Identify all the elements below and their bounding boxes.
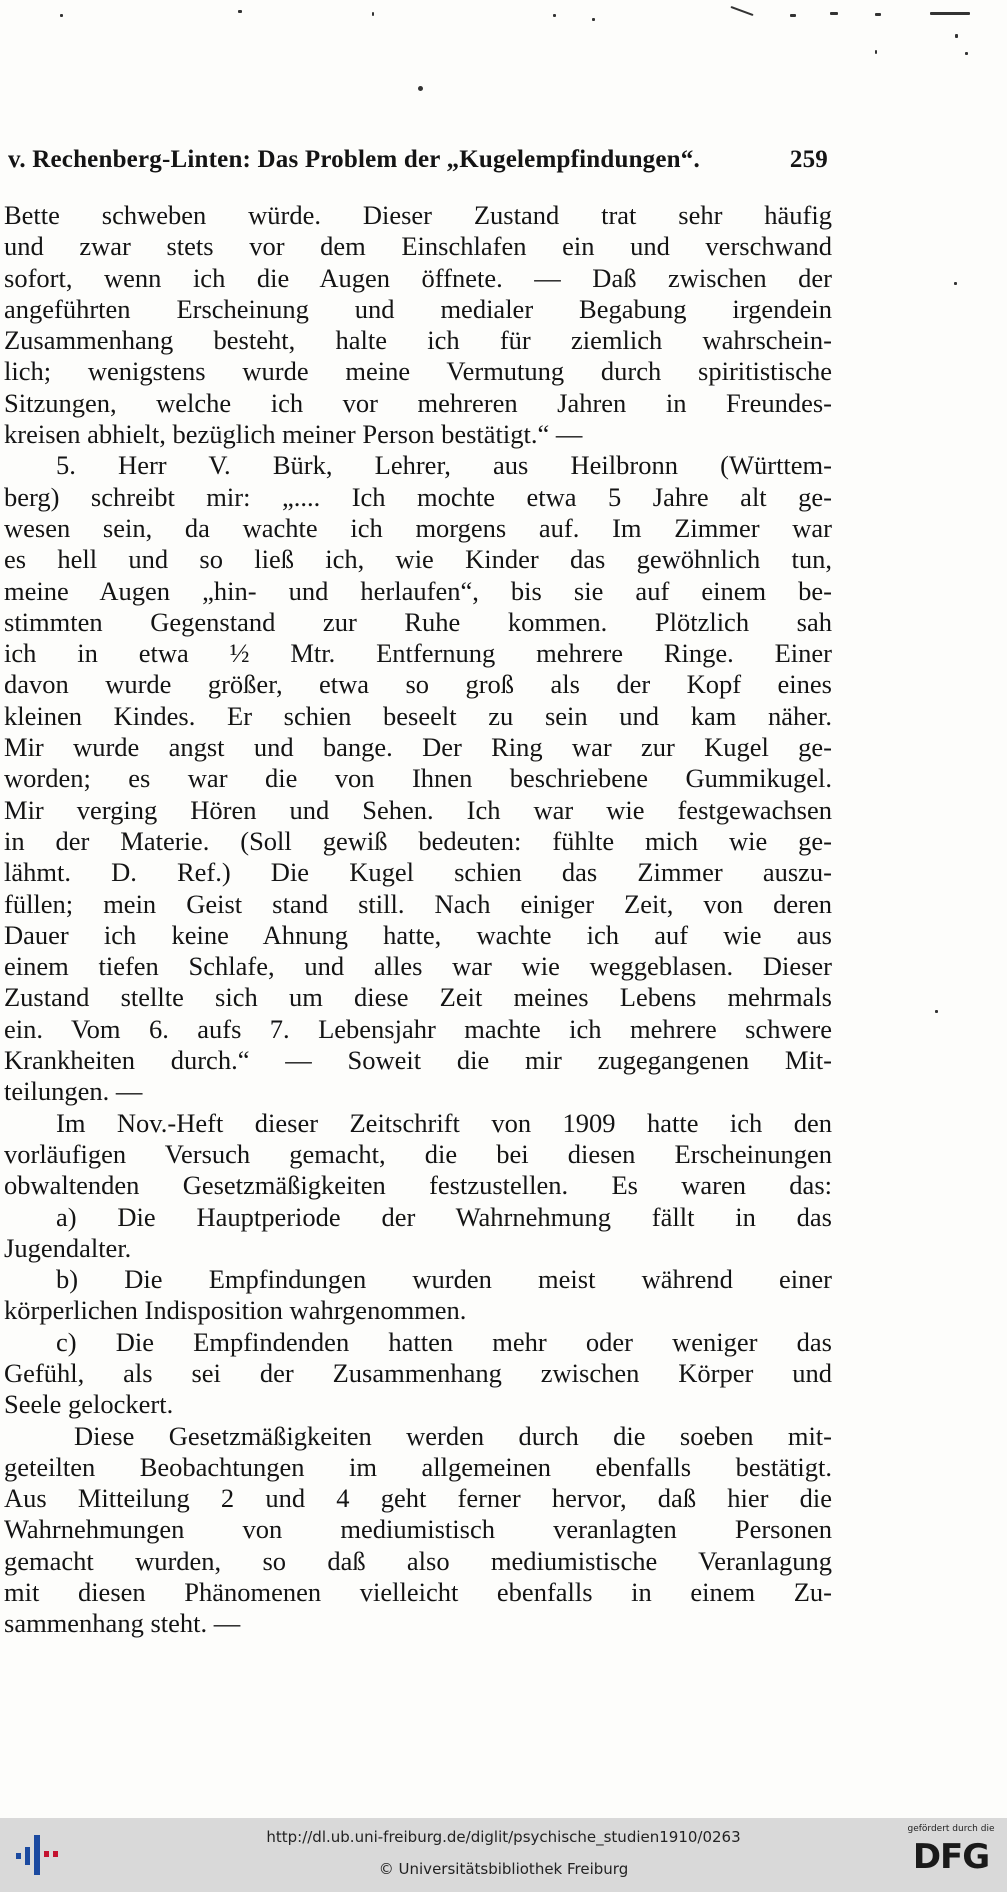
scan-speck <box>238 10 242 13</box>
text-line: Bette schweben würde. Dieser Zustand trat sehr häufig <box>4 200 832 230</box>
text-line: und zwar stets vor dem Einschlafen ein und verschwand <box>4 231 832 262</box>
text-line: Zusammenhang besteht, halte ich für ziemlich wahrschein- <box>4 325 832 356</box>
scan-speck <box>418 86 423 91</box>
scan-speck <box>553 14 556 17</box>
body-text <box>4 200 832 1640</box>
text-line: gemacht wurden, so daß also mediumistische Veranlagung <box>4 1545 832 1576</box>
funding-caption: gefördert durch die <box>907 1824 995 1834</box>
text-line: lich; wenigstens wurde meine Vermutung durch spiritistische <box>4 356 832 387</box>
text-line: kreisen abhielt, bezüglich meiner Person bestätigt.“ — <box>4 419 583 450</box>
text-line: meine Augen „hin- und herlaufen“, bis sie auf einem be- <box>4 575 832 606</box>
text-line: Mir verging Hören und Sehen. Ich war wie festgewachsen <box>4 794 832 825</box>
text-line: Aus Mitteilung 2 und 4 geht ferner hervor, daß hier die <box>4 1483 832 1514</box>
text-line: teilungen. — <box>4 1076 143 1107</box>
scan-speck <box>730 6 753 16</box>
text-line: stimmten Gegenstand zur Ruhe kommen. Plötzlich sah <box>4 606 832 637</box>
scan-speck <box>875 13 881 16</box>
text-line: wesen sein, da wachte ich morgens auf. Im Zimmer war <box>4 512 832 543</box>
text-line: worden; es war die von Ihnen beschriebene Gummikugel. <box>4 763 832 794</box>
text-line: b) Die Empfindungen wurden meist während einer <box>56 1264 832 1295</box>
scan-speck <box>930 12 970 15</box>
dfg-logo: DFG <box>912 1837 990 1877</box>
source-url[interactable]: http://dl.ub.uni-freiburg.de/diglit/psychische_studien1910/0263 <box>266 1828 741 1846</box>
scan-speck <box>954 282 957 285</box>
text-line: obwaltenden Gesetzmäßigkeiten festzustellen. Es waren das: <box>4 1170 832 1201</box>
text-line: Krankheiten durch.“ — Soweit die mir zugegangenen Mit- <box>4 1045 832 1076</box>
text-line: füllen; mein Geist stand still. Nach einiger Zeit, von deren <box>4 888 832 919</box>
text-line: ein. Vom 6. aufs 7. Lebensjahr machte ich mehrere schwere <box>4 1013 832 1044</box>
running-header <box>8 146 828 174</box>
text-line: in der Materie. (Soll gewiß bedeuten: fühlte mich wie ge- <box>4 825 832 856</box>
copyright-notice: © Universitätsbibliothek Freiburg <box>378 1860 629 1878</box>
text-line: Zustand stellte sich um diese Zeit meines Lebens mehrmals <box>4 982 832 1013</box>
text-line: vorläufigen Versuch gemacht, die bei diesen Erscheinungen <box>4 1138 832 1169</box>
text-line: Wahrnehmungen von mediumistisch veranlagten Personen <box>4 1514 832 1545</box>
running-title: v. Rechenberg-Linten: Das Problem der „Kugelempfindungen“. <box>8 146 700 173</box>
text-line: lähmt. D. Ref.) Die Kugel schien das Zimmer auszu- <box>4 857 832 888</box>
text-line: c) Die Empfindenden hatten mehr oder weniger das <box>56 1326 832 1357</box>
text-line: sammenhang steht. — <box>4 1608 241 1639</box>
text-line: kleinen Kindes. Er schien beseelt zu sein und kam näher. <box>4 700 832 731</box>
text-line: 5. Herr V. Bürk, Lehrer, aus Heilbronn (Württem- <box>56 450 832 481</box>
text-line: körperlichen Indisposition wahrgenommen. <box>4 1295 467 1326</box>
text-line: Mir wurde angst und bange. Der Ring war zur Kugel ge- <box>4 732 832 763</box>
text-line: sofort, wenn ich die Augen öffnete. — Daß zwischen der <box>4 262 832 293</box>
scan-speck <box>935 1010 938 1013</box>
page-number: 259 <box>789 146 828 173</box>
text-line: einem tiefen Schlafe, und alles war wie weggeblasen. Dieser <box>4 951 832 982</box>
text-line: davon wurde größer, etwa so groß als der Kopf eines <box>4 669 832 700</box>
scan-speck <box>60 14 63 17</box>
scan-speck <box>592 18 595 21</box>
footer-bar <box>0 1818 1007 1892</box>
text-line: Dauer ich keine Ahnung hatte, wachte ich auf wie aus <box>4 919 832 950</box>
text-line: Sitzungen, welche ich vor mehreren Jahren in Freundes- <box>4 387 832 418</box>
scan-speck <box>790 14 796 17</box>
text-line: berg) schreibt mir: „.... Ich mochte etwa 5 Jahre alt ge- <box>4 481 832 512</box>
text-line: Diese Gesetzmäßigkeiten werden durch die soeben mit- <box>74 1420 832 1451</box>
scan-speck <box>372 12 374 16</box>
text-line: Jugendalter. <box>4 1232 132 1263</box>
scan-speck <box>875 50 877 54</box>
scan-speck <box>955 34 958 38</box>
text-line: a) Die Hauptperiode der Wahrnehmung fällt in das <box>56 1201 832 1232</box>
scan-speck <box>965 52 968 55</box>
text-line: angeführten Erscheinung und medialer Begabung irgendein <box>4 293 832 324</box>
text-line: es hell und so ließ ich, wie Kinder das gewöhnlich tun, <box>4 544 832 575</box>
text-line: Im Nov.-Heft dieser Zeitschrift von 1909 hatte ich den <box>56 1107 832 1138</box>
text-line: Gefühl, als sei der Zusammenhang zwischen Körper und <box>4 1357 832 1388</box>
scan-speck <box>830 12 838 15</box>
text-line: geteilten Beobachtungen im allgemeinen ebenfalls bestätigt. <box>4 1451 832 1482</box>
text-line: Seele gelockert. <box>4 1389 174 1420</box>
dfg-badge <box>905 1824 997 1886</box>
text-line: ich in etwa ½ Mtr. Entfernung mehrere Ringe. Einer <box>4 638 832 669</box>
text-line: mit diesen Phänomenen vielleicht ebenfalls in einem Zu- <box>4 1577 832 1608</box>
